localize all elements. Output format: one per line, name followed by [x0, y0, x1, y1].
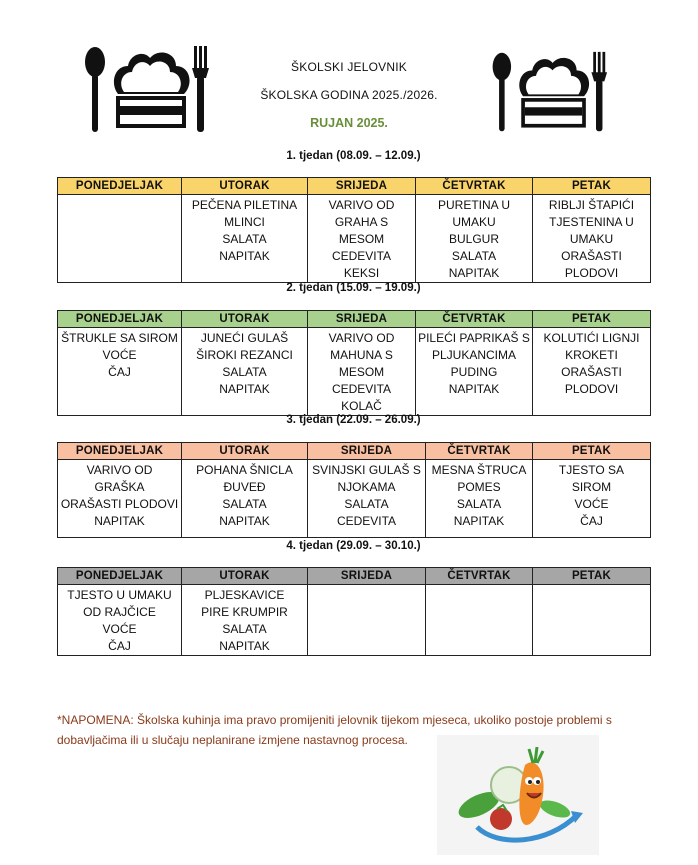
menu-item: POMES — [457, 480, 501, 494]
menu-item: NAPITAK — [219, 514, 270, 528]
menu-item: ĐUVEĐ — [223, 480, 266, 494]
menu-cell — [533, 328, 651, 416]
menu-item: VARIVO OD — [86, 463, 153, 477]
menu-item: KROKETI — [565, 348, 618, 362]
menu-item: POHANA ŠNICLA — [196, 463, 293, 477]
menu-item: NAPITAK — [219, 249, 270, 263]
menu-item: KEKSI — [343, 266, 380, 280]
day-header: SRIJEDA — [308, 443, 426, 460]
chef-hat-cutlery-icon-left — [80, 44, 210, 136]
week-2-title: 2. tjedan (15.09. – 19.09.) — [286, 282, 421, 294]
day-header: ČETVRTAK — [426, 443, 533, 460]
menu-item: NAPITAK — [453, 514, 505, 528]
week-4-table — [57, 567, 651, 656]
menu-item: PEČENA PILETINA — [191, 198, 298, 212]
day-header: UTORAK — [182, 178, 308, 195]
menu-cell — [426, 460, 533, 538]
menu-item: ŠIROKI REZANCI — [196, 348, 293, 362]
menu-item: RIBLJI ŠTAPIĆI — [548, 198, 635, 212]
menu-item: UMAKU — [452, 215, 496, 229]
day-header: PONEDJELJAK — [58, 311, 182, 328]
menu-item: NJOKAMA — [337, 480, 396, 494]
menu-cell — [416, 328, 533, 416]
menu-item: ČAJ — [108, 639, 131, 653]
menu-item: PLODOVI — [564, 382, 619, 396]
menu-item: SALATA — [451, 249, 497, 263]
menu-item: PURETINA U — [437, 198, 510, 212]
menu-item: CEDEVITA — [336, 514, 397, 528]
menu-item: GRAHA S — [334, 215, 389, 229]
menu-cell — [308, 460, 426, 538]
menu-item: PIRE KRUMPIR — [201, 605, 288, 619]
day-header: ČETVRTAK — [426, 568, 533, 585]
menu-cell — [58, 328, 182, 416]
week-4-title: 4. tjedan (29.09. – 30.10.) — [286, 540, 421, 552]
menu-item: ČAJ — [580, 514, 603, 528]
menu-item: MESNA ŠTRUCA — [431, 463, 527, 477]
menu-item: MESOM — [338, 232, 385, 246]
menu-item: ORAŠASTI — [561, 249, 622, 263]
menu-cell — [533, 195, 651, 283]
month-title: RUJAN 2025. — [310, 116, 388, 130]
menu-item: ORAŠASTI — [561, 365, 622, 379]
day-header: UTORAK — [182, 443, 308, 460]
menu-cell — [58, 195, 182, 283]
menu-cell — [182, 195, 308, 283]
menu-item: NAPITAK — [448, 266, 500, 280]
menu-item: SALATA — [344, 497, 389, 511]
school-year: ŠKOLSKA GODINA 2025./2026. — [260, 88, 438, 102]
menu-item: TJESTENINA U — [549, 215, 634, 229]
menu-cell — [426, 585, 533, 656]
menu-item: SIROM — [571, 480, 612, 494]
menu-item: NAPITAK — [219, 382, 270, 396]
menu-item: NAPITAK — [448, 382, 500, 396]
menu-item: SALATA — [456, 497, 502, 511]
menu-item: KOLUTIĆI LIGNJI — [543, 331, 640, 345]
day-header: ČETVRTAK — [416, 311, 533, 328]
week-2-table — [57, 310, 651, 416]
menu-item: PLODOVI — [564, 266, 619, 280]
day-header: PONEDJELJAK — [58, 178, 182, 195]
menu-item: PILEĆI PAPRIKAŠ S — [418, 331, 530, 345]
menu-item: OD RAJČICE — [83, 605, 156, 619]
week-3-title: 3. tjedan (22.09. – 26.09.) — [286, 414, 421, 426]
menu-item: ORAŠASTI PLODOVI — [60, 497, 179, 511]
day-header: PONEDJELJAK — [58, 443, 182, 460]
day-header: PETAK — [533, 178, 651, 195]
week-1-title: 1. tjedan (08.09. – 12.09.) — [286, 150, 421, 162]
week-4-menu-row — [58, 585, 651, 656]
menu-item: SALATA — [222, 622, 267, 636]
menu-cell — [416, 195, 533, 283]
chef-hat-cutlery-icon-right — [488, 50, 608, 135]
menu-note: *NAPOMENA: Školska kuhinja ima pravo promijeniti jelovnik tijekom mjeseca, ukoliko postoje problemi s dobavljačima ili u slučaju neplanirane izmjene nastavnog procesa. — [57, 713, 612, 747]
day-header: SRIJEDA — [308, 311, 416, 328]
menu-item: VOĆE — [102, 348, 137, 362]
menu-item: ČAJ — [108, 365, 131, 379]
menu-item: MAHUNA S — [330, 348, 393, 362]
menu-cell — [308, 328, 416, 416]
menu-item: PLJESKAVICE — [204, 588, 285, 602]
menu-cell — [308, 195, 416, 283]
menu-cell — [533, 460, 651, 538]
day-header: PONEDJELJAK — [58, 568, 182, 585]
menu-cell — [58, 460, 182, 538]
menu-cell — [182, 585, 308, 656]
day-header: UTORAK — [182, 568, 308, 585]
day-header: PETAK — [533, 568, 651, 585]
menu-item: UMAKU — [569, 232, 614, 246]
week-4-header-row — [58, 568, 651, 585]
menu-cell — [182, 460, 308, 538]
document-header — [200, 60, 498, 130]
menu-item: TJESTO SA — [558, 463, 625, 477]
week-1-menu-row — [58, 195, 651, 283]
menu-item: JUNEĆI GULAŠ — [200, 331, 289, 345]
day-header: PETAK — [533, 311, 651, 328]
menu-item: SALATA — [222, 232, 267, 246]
day-header: ČETVRTAK — [416, 178, 533, 195]
menu-item: CEDEVITA — [331, 382, 392, 396]
menu-cell — [182, 328, 308, 416]
week-1-header-row — [58, 178, 651, 195]
menu-item: TJESTO U UMAKU — [67, 588, 172, 602]
menu-item: SVINJSKI GULAŠ S — [312, 463, 421, 477]
week-1-table — [57, 177, 651, 283]
menu-item: NAPITAK — [94, 514, 145, 528]
menu-cell — [58, 585, 182, 656]
menu-item: PLJUKANCIMA — [431, 348, 517, 362]
menu-item: VOĆE — [102, 622, 137, 636]
menu-item: SALATA — [222, 365, 267, 379]
menu-item: PUDING — [450, 365, 498, 379]
menu-item: VARIVO OD — [328, 331, 395, 345]
week-2-menu-row — [58, 328, 651, 416]
menu-cell — [533, 585, 651, 656]
week-3-table — [57, 442, 651, 538]
menu-cell — [308, 585, 426, 656]
week-2-header-row — [58, 311, 651, 328]
menu-item: SALATA — [222, 497, 267, 511]
menu-item: NAPITAK — [219, 639, 270, 653]
week-3-header-row — [58, 443, 651, 460]
vegetables-illustration — [437, 735, 599, 855]
menu-item: VOĆE — [574, 497, 609, 511]
menu-item: MESOM — [338, 365, 385, 379]
menu-item: GRAŠKA — [94, 480, 145, 494]
menu-item: CEDEVITA — [331, 249, 392, 263]
menu-item: VARIVO OD — [328, 198, 395, 212]
day-header: SRIJEDA — [308, 178, 416, 195]
menu-item: KOLAČ — [341, 399, 382, 413]
menu-item: BULGUR — [448, 232, 499, 246]
menu-item: MLINCI — [224, 215, 265, 229]
page-title: ŠKOLSKI JELOVNIK — [291, 60, 407, 74]
menu-item: ŠTRUKLE SA SIROM — [61, 331, 178, 345]
day-header: PETAK — [533, 443, 651, 460]
day-header: UTORAK — [182, 311, 308, 328]
week-3-menu-row — [58, 460, 651, 538]
day-header: SRIJEDA — [308, 568, 426, 585]
